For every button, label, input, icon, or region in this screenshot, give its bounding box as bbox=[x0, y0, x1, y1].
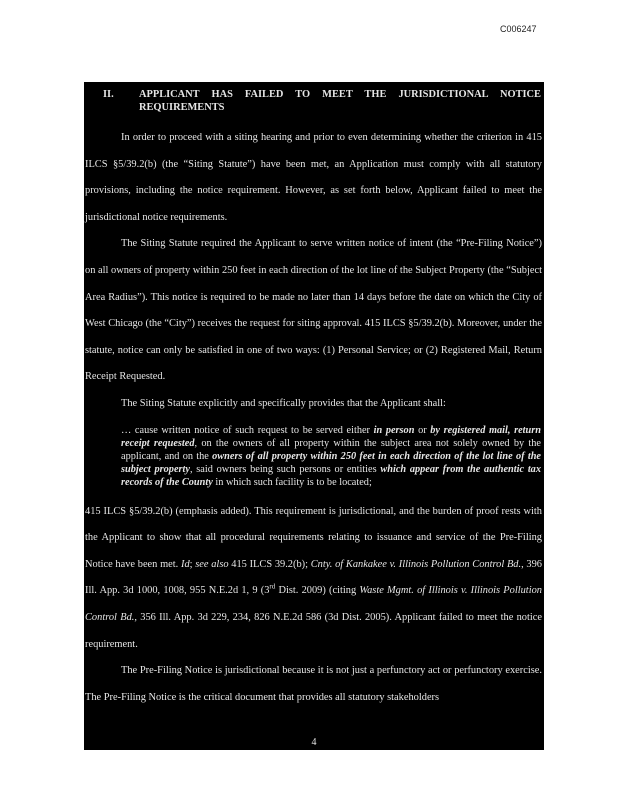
paragraph-statute-provides: The Siting Statute explicitly and specifically provides that the Applicant shall: bbox=[121, 397, 446, 409]
quote-emphasis: in person bbox=[373, 424, 415, 436]
section-heading bbox=[85, 88, 543, 114]
quote-text: , said owners being such persons or entities bbox=[189, 463, 381, 475]
section-title: APPLICANT HAS FAILED TO MEET THE JURISDICTIONAL NOTICE REQUIREMENTS bbox=[139, 89, 541, 113]
citation-text: , 396 Ill. App. 3d 1000, 1008, 955 N.E.2d 1, 9 (3 bbox=[85, 558, 542, 597]
citation-text: , 356 Ill. App. 3d 229, 234, 826 N.E.2d 586 (3d Dist. 2005). Applicant failed to meet the notice requirement. bbox=[85, 611, 543, 650]
quote-text: … cause written notice of such request to be served either bbox=[121, 424, 374, 436]
document-id: C006247 bbox=[500, 24, 537, 34]
paragraph-intro: In order to proceed with a siting hearing and prior to even determining whether the criterion in 415 ILCS §5/39.2(b) (the “Siting Statute”) have been met, an Application must comply with all statutory provisions, including the notice requirement. However, as set forth below, Applicant failed to meet the jurisdictional notice requirements. bbox=[85, 132, 542, 223]
quote-text: , on the owners of all property within the subject area not solely owned by the applicant, and on the bbox=[121, 437, 541, 462]
block-quote bbox=[121, 424, 541, 489]
citation-text: 415 ILCS 39.2(b); bbox=[228, 558, 311, 570]
citation-italic: see also bbox=[195, 558, 229, 570]
citation-text: ; bbox=[189, 558, 196, 570]
page-number: 4 bbox=[311, 737, 317, 748]
paragraph-jurisdictional: The Pre-Filing Notice is jurisdictional because it is not just a perfunctory act or perfunctory exercise. The Pre-Filing Notice is the critical document that provides all statutory stakeholders bbox=[85, 665, 542, 703]
quote-emphasis: which appear from the authentic tax records of the County bbox=[121, 463, 541, 488]
quote-text: or bbox=[414, 424, 431, 436]
quote-emphasis: by registered mail, return receipt requested bbox=[121, 424, 541, 449]
quote-emphasis: owners of all property within 250 feet in each direction of the lot line of the subject property bbox=[121, 450, 541, 475]
paragraph-citation bbox=[85, 499, 543, 659]
citation-text: Dist. 2009) (citing bbox=[275, 585, 360, 597]
section-number: II. bbox=[103, 89, 114, 100]
paragraph-pre-filing-notice: The Siting Statute required the Applicant to serve written notice of intent (the “Pre-Filing Notice”) on all owners of property within 250 feet in each direction of the lot line of the Subject Property (the “Subject Area Radius”). This notice is required to be made no later than 14 days before the date on which the City of West Chicago (the “City”) receives the request for siting approval. 415 ILCS §5/39.2(b). Moreover, under the statute, notice can only be satisfied in one of two ways: (1) Personal Service; or (2) Registered Mail, Return Receipt Requested. bbox=[85, 238, 542, 383]
ordinal-suffix: rd bbox=[269, 582, 276, 591]
page-body bbox=[84, 82, 544, 750]
citation-italic: Id bbox=[180, 558, 190, 570]
quote-text: in which such facility is to be located; bbox=[212, 476, 372, 488]
citation-text: 415 ILCS §5/39.2(b) (emphasis added). This requirement is jurisdictional, and the burden of proof rests with the Applicant to show that all procedural requirements relating to issuance and service of the Pre-Filing Notice have been met. bbox=[85, 505, 542, 570]
case-name: Cnty. of Kankakee v. Illinois Pollution Control Bd. bbox=[310, 558, 522, 570]
case-name: Waste Mgmt. of Illinois v. Illinois Pollution Control Bd. bbox=[85, 585, 542, 623]
